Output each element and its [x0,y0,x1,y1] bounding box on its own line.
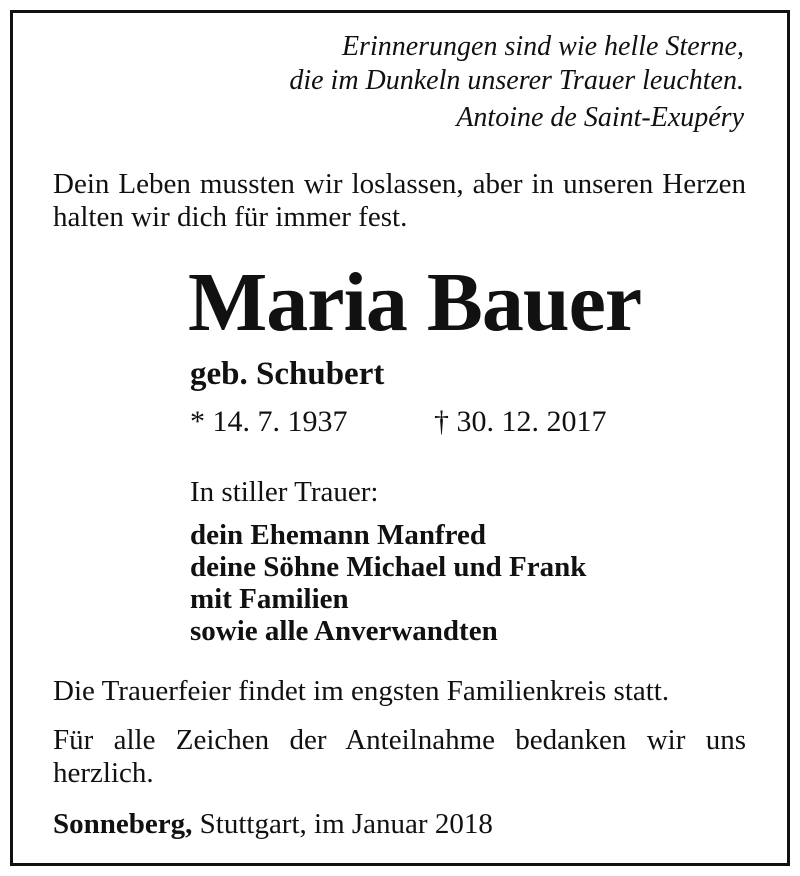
death-date: † 30. 12. 2017 [434,405,607,438]
deceased-name: Maria Bauer [188,256,642,349]
place-date-rest: Stuttgart, im Januar 2018 [192,808,493,840]
place-name: Sonneberg, [53,808,193,840]
birth-date: * 14. 7. 1937 [190,405,348,438]
life-dates [190,404,607,440]
quote-line: die im Dunkeln unserer Trauer leuchten. [289,65,744,96]
mourner-line: sowie alle Anverwandten [190,615,498,647]
place-and-date [53,807,493,841]
quote-line: Erinnerungen sind wie helle Sterne, [341,31,744,62]
service-note: Die Trauerfeier findet im engsten Familienkreis statt. [53,675,670,707]
maiden-name: geb. Schubert [190,356,385,392]
mourner-line: deine Söhne Michael und Frank [190,551,587,583]
mourners-list [190,519,586,647]
mourner-line: mit Familien [190,583,349,615]
mourning-label: In stiller Trauer: [190,476,379,508]
intro-text: Dein Leben mussten wir loslassen, aber in unseren Herzen halten wir dich für immer fest. [53,168,746,233]
thanks-note: Für alle Zeichen der Anteilnahme bedanken wir uns herzlich. [53,724,746,789]
mourner-line: dein Ehemann Manfred [190,519,486,551]
quote-author: Antoine de Saint-Exupéry [456,102,744,133]
epigraph-quote [289,30,744,135]
